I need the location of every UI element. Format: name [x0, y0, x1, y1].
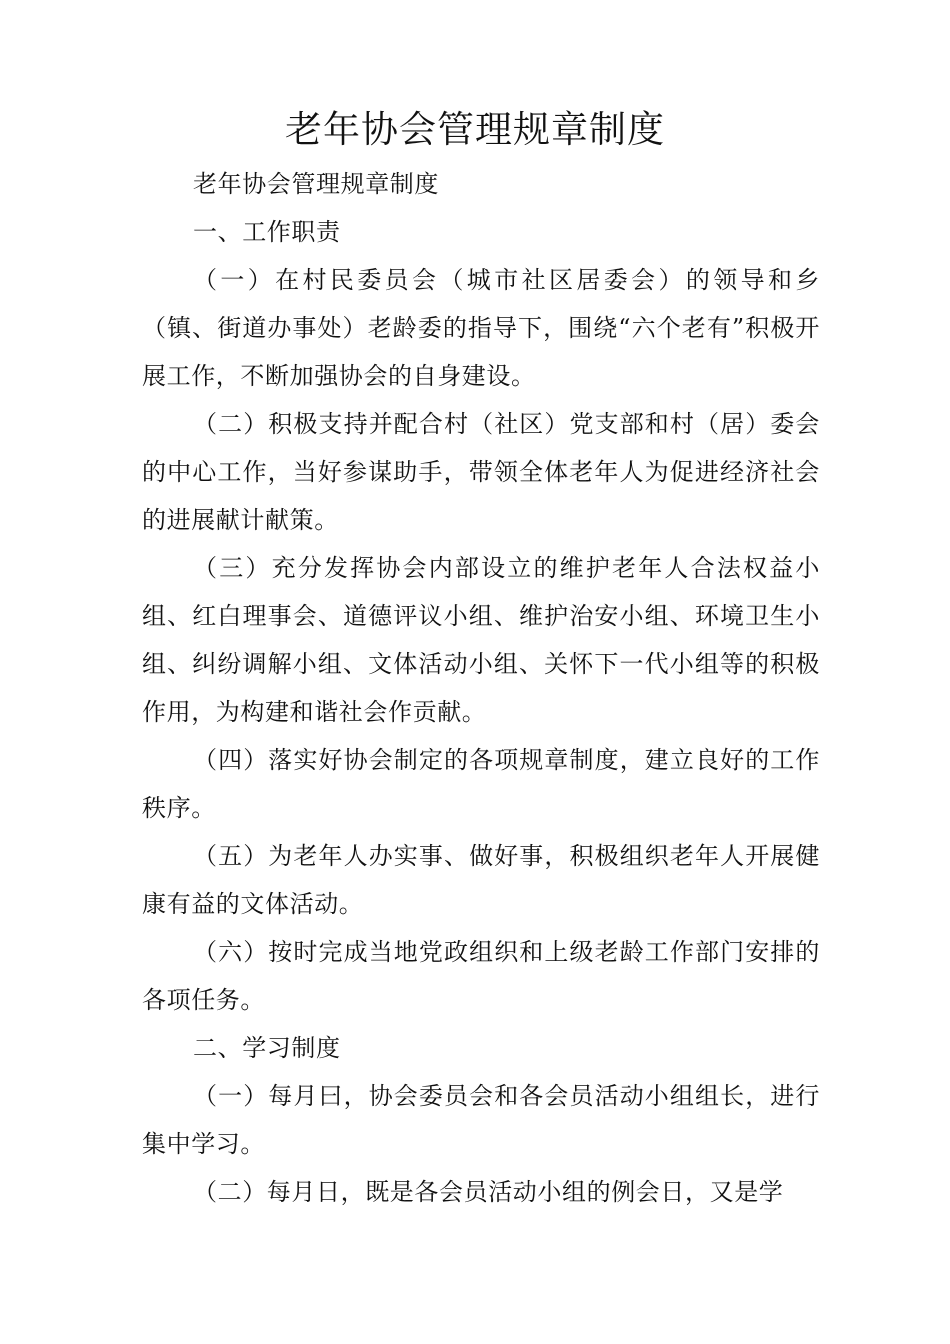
study-paragraph-2: （二）每月日，既是各会员活动小组的例会日，又是学 [193, 1178, 784, 1206]
section-heading-study-system: 二、学习制度 [193, 1034, 341, 1062]
duty-paragraph-5: （五）为老年人办实事、做好事，积极组织老年人开展健康有益的文体活动。 [142, 842, 820, 918]
duty-paragraph-4: （四）落实好协会制定的各项规章制度，建立良好的工作秩序。 [142, 746, 820, 822]
duty-paragraph-1: （一）在村民委员会（城市社区居委会）的领导和乡（镇、街道办事处）老龄委的指导下，围绕“六个老有”积极开展工作，不断加强协会的自身建设。 [142, 266, 820, 390]
document-title: 老年协会管理规章制度 [285, 108, 665, 151]
document-body [142, 160, 820, 1216]
duty-paragraph-3: （三）充分发挥协会内部设立的维护老年人合法权益小组、红白理事会、道德评议小组、维护治安小组、环境卫生小组、纠纷调解小组、文体活动小组、关怀下一代小组等的积极作用，为构建和谐社会作贡献。 [142, 554, 820, 726]
subtitle-paragraph: 老年协会管理规章制度 [193, 170, 439, 198]
duty-paragraph-2: （二）积极支持并配合村（社区）党支部和村（居）委会的中心工作，当好参谋助手，带领全体老年人为促进经济社会的进展献计献策。 [142, 410, 820, 534]
duty-paragraph-6: （六）按时完成当地党政组织和上级老龄工作部门安排的各项任务。 [142, 938, 820, 1014]
study-paragraph-1: （一）每月曰，协会委员会和各会员活动小组组长，进行集中学习。 [142, 1082, 820, 1158]
section-heading-work-duties: 一、工作职责 [193, 218, 341, 246]
